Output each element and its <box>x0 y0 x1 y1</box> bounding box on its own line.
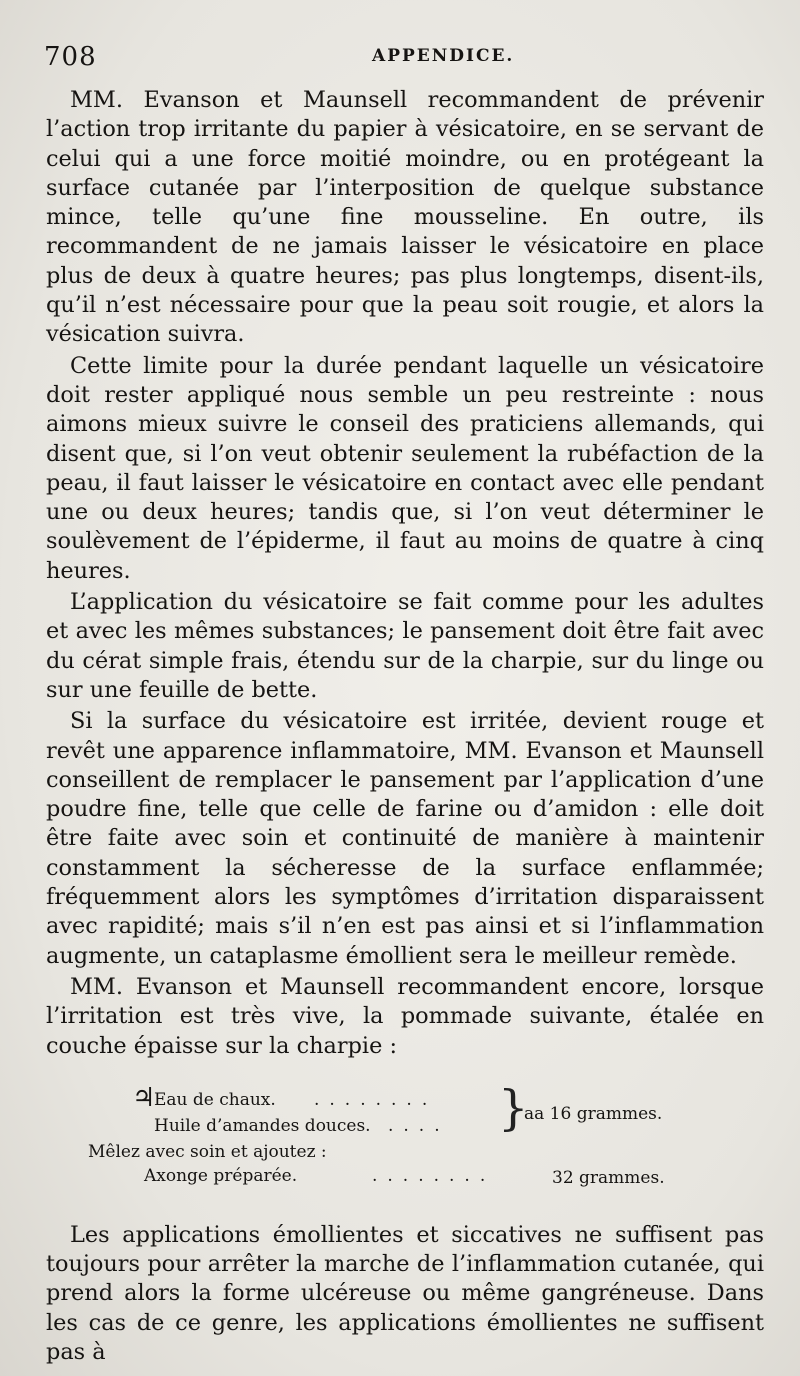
page-number: 708 <box>44 42 97 72</box>
running-head: APPENDICE. <box>372 46 515 66</box>
brace: } <box>498 1079 529 1136</box>
paragraph-duration-limit: Cette limite pour la durée pendant laquelle un vésicatoire doit rester appliqué nous semble un peu restreinte : nous aimons mieux suivre le conseil des praticiens allemands, qui disent que, si l’on veut obtenir seulement la rubéfaction de la peau, il faut laisser le vésicatoire en contact avec elle pendant une ou deux heures; tandis que, si l’on veut déterminer le soulèvement de l’épiderme, il faut au moins de quatre à cinq heures. <box>46 352 764 584</box>
page-header <box>44 40 764 76</box>
prescription-formula <box>46 1079 764 1197</box>
leader-dots: .... <box>388 1115 450 1136</box>
leader-dots: ........ <box>372 1165 496 1186</box>
quantity-each: aa 16 grammes. <box>524 1103 663 1124</box>
recipe-symbol: ♃ <box>132 1082 156 1113</box>
mixing-instruction: Mêlez avec soin et ajoutez : <box>88 1141 327 1162</box>
paragraph-pommade-intro: MM. Evanson et Maunsell recommandent encore, lorsque l’irritation est très vive, la pommade suivante, étalée en couche épaisse sur la charpie : <box>46 973 764 1059</box>
paragraph-emollient: Les applications émollientes et siccatives ne suffisent pas toujours pour arrêter la marche de l’inflammation cutanée, qui prend alors la forme ulcéreuse ou même gangréneuse. Dans les cas de ce genre, les applications émollientes ne suffisent pas à <box>46 1221 764 1365</box>
ingredient-lard: Axonge préparée. <box>144 1165 298 1186</box>
leader-dots: ........ <box>314 1089 438 1110</box>
quantity-lard: 32 grammes. <box>552 1167 665 1188</box>
paragraph-evanson-maunsell: MM. Evanson et Maunsell recommandent de prévenir l’action trop irritante du papier à vésicatoire, en se servant de celui qui a une force moitié moindre, ou en protégeant la surface cutanée par l’interposition de quelque substance mince, telle qu’une fine mousseline. En outre, ils recommandent de ne jamais laisser le vésicatoire en place plus de deux à quatre heures; pas plus longtemps, disent-ils, qu’il n’est nécessaire pour que la peau soit rougie, et alors la vésication suivra. <box>46 87 764 348</box>
paragraph-irritation: Si la surface du vésicatoire est irritée, devient rouge et revêt une apparence inflammatoire, MM. Evanson et Maunsell conseillent de remplacer le pansement par l’application d’une poudre fine, telle que celle de farine ou d’amidon : elle doit être faite avec soin et continuité de manière à maintenir constamment la sécheresse de la surface enflammée; fréquemment alors les symptômes d’irritation disparaissent avec rapidité; mais s’il n’en est pas ainsi et si l’inflammation augmente, un cataplasme émollient sera le meilleur remède. <box>46 708 764 969</box>
page-body <box>46 86 764 1367</box>
ingredient-almond-oil: Huile d’amandes douces. <box>154 1115 371 1136</box>
paragraph-application: L’application du vésicatoire se fait comme pour les adultes et avec les mêmes substances; le pansement doit être fait avec du cérat simple frais, étendu sur de la charpie, sur du linge ou sur une feuille de bette. <box>46 589 764 703</box>
ingredient-lime-water: Eau de chaux. <box>154 1089 276 1110</box>
